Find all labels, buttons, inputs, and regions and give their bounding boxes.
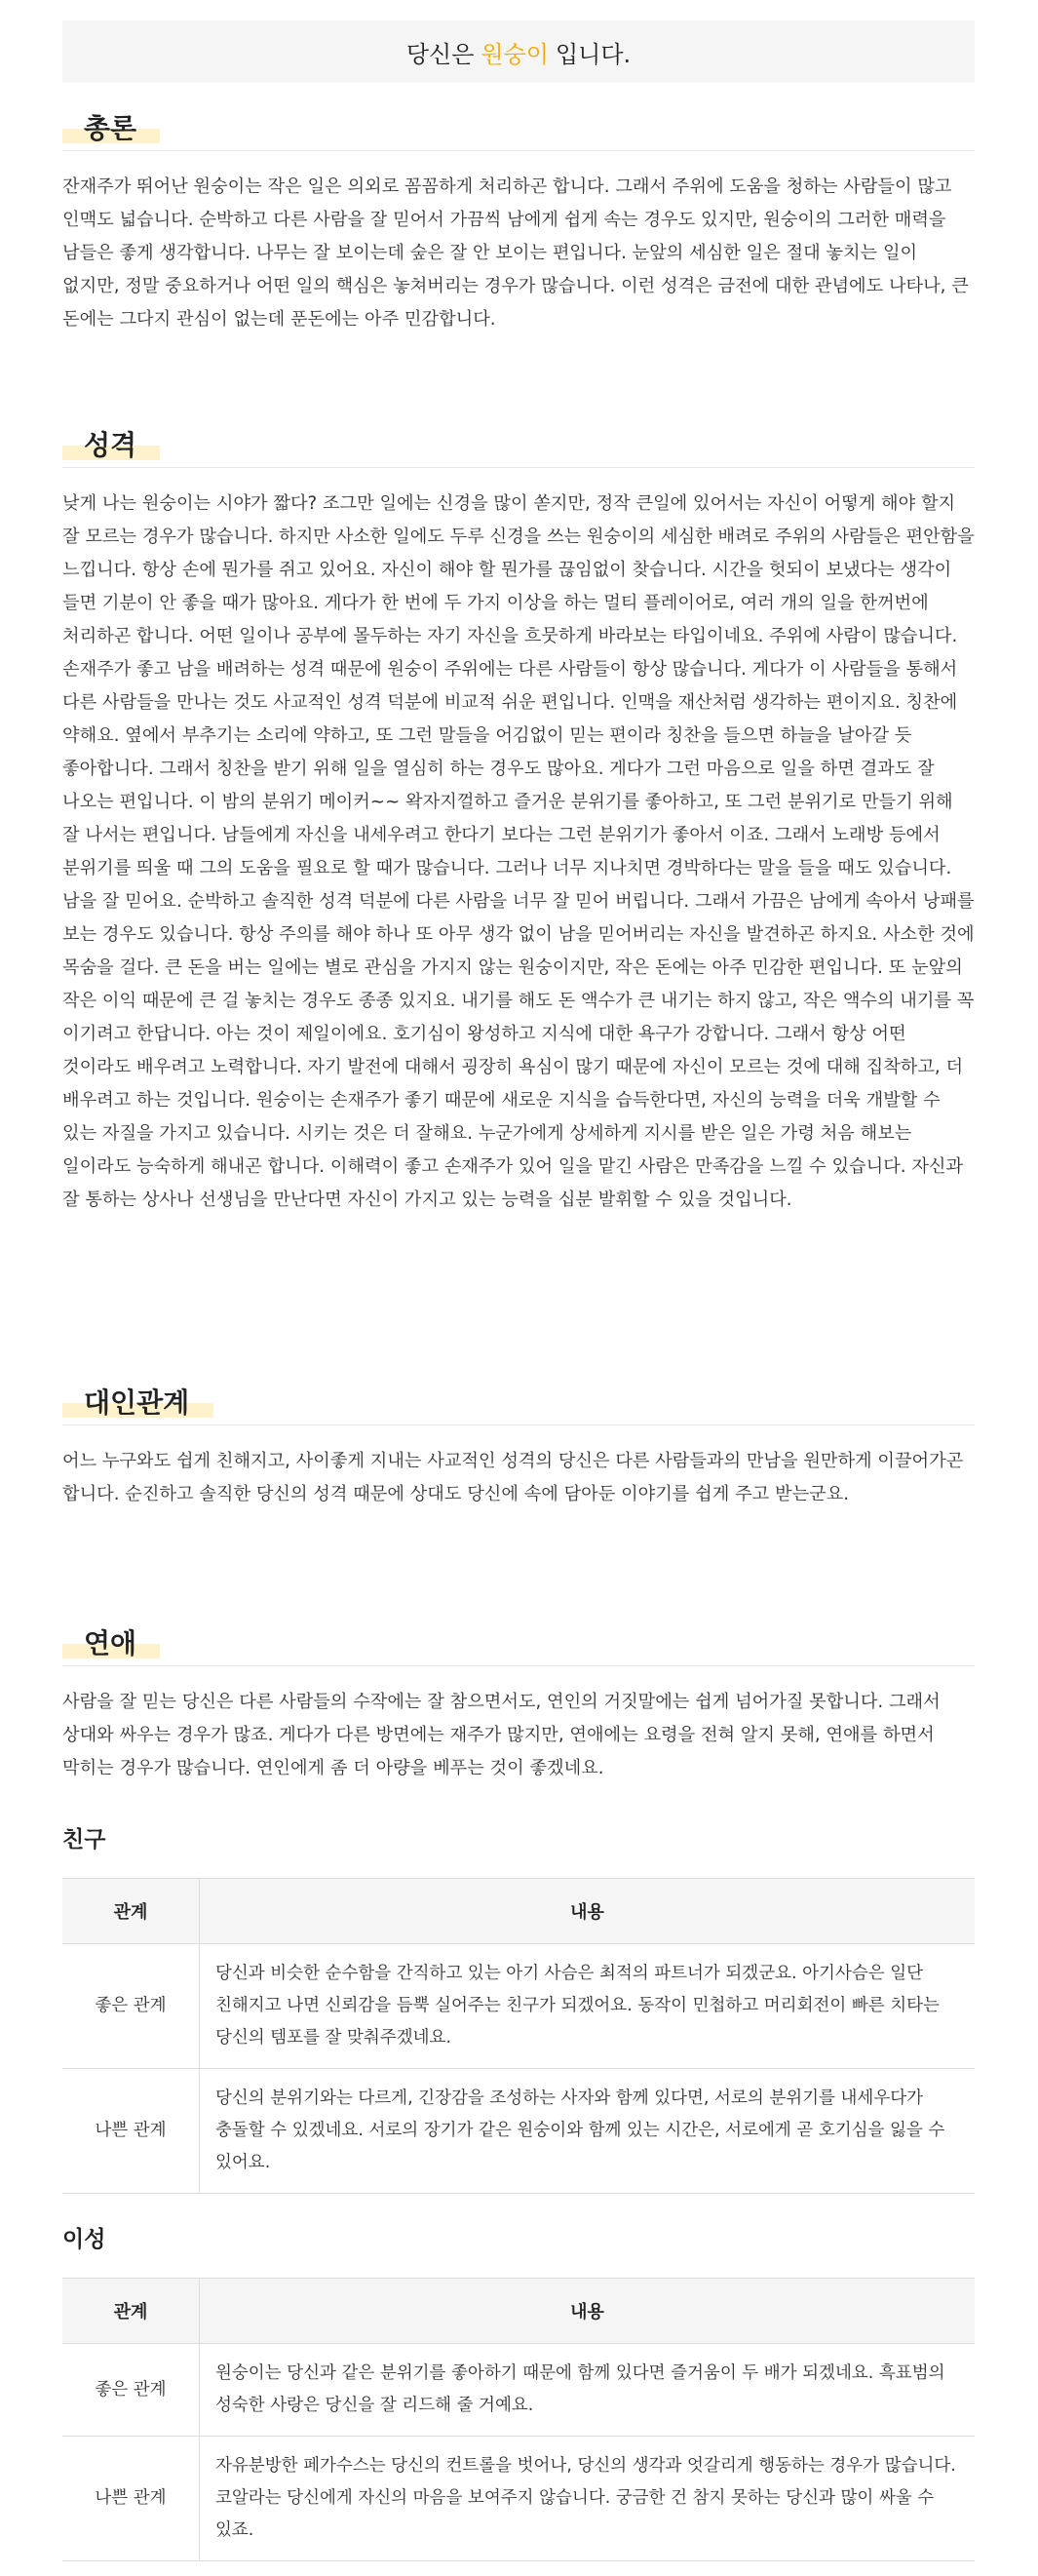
section-title-text: 성격: [84, 429, 137, 461]
section-body: 사람을 잘 믿는 당신은 다른 사람들의 수작에는 잘 참으면서도, 연인의 거짓말에는 쉽게 넘어가질 못합니다. 그래서 상대와 싸우는 경우가 많죠. 게다가 다른 방면에는 재주가 많지만, 연애에는 요령을 전혀 알지 못해, 연애를 하면서 막히는 경우가 많습니다. 연인에게 좀 더 아량을 베푸는 것이 좋겠네요.: [62, 1692, 941, 1778]
banner-suffix: 입니다.: [555, 40, 632, 68]
section-title-text: 대인관계: [84, 1386, 190, 1419]
section-relations: [62, 1380, 975, 1511]
section-love: [62, 1620, 975, 1785]
section-body: 잔재주가 뛰어난 원숭이는 작은 일은 의외로 꼼꼼하게 처리하곤 합니다. 그래서 주위에 도움을 청하는 사람들이 많고 인맥도 넓습니다. 순박하고 다른 사람을 잘 믿어서 가끔씩 남에게 쉽게 속는 경우도 있지만, 원숭이의 그러한 매력을 남들은 좋게 생각합니다. 나무는 잘 보이는데 숲은 잘 안 보이는 편입니다. 눈앞의 세심한 일은 절대 놓치는 일이 없지만, 정말 중요하거나 어떤 일의 핵심은 놓쳐버리는 경우가 많습니다. 이런 성격은 금전에 대한 관념에도 나타나, 큰 돈에는 그다지 관심이 없는데 푼돈에는 아주 민감합니다.: [62, 176, 969, 330]
content-cell: 원숭이는 당신과 같은 분위기를 좋아하기 때문에 함께 있다면 즐거움이 두 배가 되겠네요. 흑표범의 성숙한 사랑은 당신을 잘 리드해 줄 거예요.: [200, 2344, 976, 2437]
table-row: [62, 2344, 975, 2437]
column-header-relation: 관계: [62, 1879, 200, 1944]
section-title: [62, 105, 160, 150]
result-banner: [62, 20, 975, 83]
section-header: [62, 422, 975, 468]
table-row: [62, 2069, 975, 2194]
section-overview: [62, 105, 975, 336]
table-row: [62, 1944, 975, 2069]
section-header: [62, 1620, 975, 1666]
table-row: [62, 2437, 975, 2561]
column-header-relation: 관계: [62, 2279, 200, 2344]
table-header-row: [62, 2279, 975, 2344]
content-cell: 자유분방한 페가수스는 당신의 컨트롤을 벗어나, 당신의 생각과 엇갈리게 행동하는 경우가 많습니다. 코알라는 당신에게 자신의 마음을 보여주지 않습니다. 궁금한 건 참지 못하는 당신과 많이 싸울 수 있죠.: [200, 2437, 976, 2561]
content-cell: 당신의 분위기와는 다르게, 긴장감을 조성하는 사자와 함께 있다면, 서로의 분위기를 내세우다가 충돌할 수 있겠네요. 서로의 장기가 같은 원숭이와 함께 있는 시간은, 서로에게 곧 호기심을 잃을 수 있어요.: [200, 2069, 976, 2194]
relation-cell: 나쁜 관계: [62, 2437, 200, 2561]
column-header-content: 내용: [200, 2279, 976, 2344]
column-header-content: 내용: [200, 1879, 976, 1944]
banner-prefix: 당신은: [405, 40, 475, 68]
content-cell: 당신과 비슷한 순수함을 간직하고 있는 아기 사슴은 최적의 파트너가 되겠군요. 아기사슴은 일단 친해지고 나면 신뢰감을 듬뿍 실어주는 친구가 되겠어요. 동작이 민첩하고 머리회전이 빠른 치타는 당신의 템포를 잘 맞춰주겠네요.: [200, 1944, 976, 2069]
section-body: 어느 누구와도 쉽게 친해지고, 사이좋게 지내는 사교적인 성격의 당신은 다른 사람들과의 만남을 원만하게 이끌어가곤 합니다. 순진하고 솔직한 당신의 성격 때문에 상대도 당신에 속에 담아둔 이야기를 쉽게 주고 받는군요.: [62, 1451, 964, 1504]
relation-cell: 좋은 관계: [62, 1944, 200, 2069]
section-title: [62, 1620, 160, 1665]
relation-cell: 나쁜 관계: [62, 2069, 200, 2194]
section-title-text: 총론: [84, 112, 137, 144]
section-body: 낮게 나는 원숭이는 시야가 짧다? 조그만 일에는 신경을 많이 쏟지만, 정작 큰일에 있어서는 자신이 어떻게 해야 할지 잘 모르는 경우가 많습니다. 하지만 사소한 일에도 두루 신경을 쓰는 원숭이의 세심한 배려로 주위의 사람들은 편안함을 느낍니다. 항상 손에 뭔가를 쥐고 있어요. 자신이 해야 할 뭔가를 끊임없이 찾습니다. 시간을 헛되이 보냈다는 생각이 들면 기분이 안 좋을 때가 많아요. 게다가 한 번에 두 가지 이상을 하는 멀티 플레이어로, 여러 개의 일을 한꺼번에 처리하곤 합니다. 어떤 일이나 공부에 몰두하는 자기 자신을 흐뭇하게 바라보는 타입이네요. 주위에 사람이 많습니다. 손재주가 좋고 남을 배려하는 성격 때문에 원숭이 주위에는 다른 사람들이 항상 많습니다. 게다가 이 사람들을 통해서 다른 사람들을 만나는 것도 사교적인 성격 덕분에 비교적 쉬운 편입니다. 인맥을 재산처럼 생각하는 편이지요. 칭찬에 약해요. 옆에서 부추기는 소리에 약하고, 또 그런 말들을 어김없이 믿는 편이라 칭찬을 들으면 하늘을 날아갈 듯 좋아합니다. 그래서 칭찬을 받기 위해 일을 열심히 하는 경우도 많아요. 게다가 그런 마음으로 일을 하면 결과도 잘 나오는 편입니다. 이 밤의 분위기 메이커~~ 왁자지껄하고 즐거운 분위기를 좋아하고, 또 그런 분위기로 만들기 위해 잘 나서는 편입니다. 남들에게 자신을 내세우려고 한다기 보다는 그런 분위기가 좋아서 이죠. 그래서 노래방 등에서 분위기를 띄울 때 그의 도움을 필요로 할 때가 많습니다. 그러나 너무 지나치면 경박하다는 말을 들을 때도 있습니다. 남을 잘 믿어요. 순박하고 솔직한 성격 덕분에 다른 사람을 너무 잘 믿어 버립니다. 그래서 가끔은 남에게 속아서 낭패를 보는 경우도 있습니다. 항상 주의를 해야 하나 또 아무 생각 없이 남을 믿어버리는 자신을 발견하곤 하지요. 사소한 것에 목숨을 걸다. 큰 돈을 버는 일에는 별로 관심을 가지지 않는 원숭이지만, 작은 돈에는 아주 민감한 편입니다. 또 눈앞의 작은 이익 때문에 큰 걸 놓치는 경우도 종종 있지요. 내기를 해도 돈 액수가 큰 내기는 하지 않고, 작은 액수의 내기를 꼭 이기려고 한답니다. 아는 것이 제일이에요. 호기심이 왕성하고 지식에 대한 욕구가 강합니다. 그래서 항상 어떤 것이라도 배우려고 노력합니다. 자기 발전에 대해서 굉장히 욕심이 많기 때문에 자신이 모르는 것에 대해 집착하고, 더 배우려고 하는 것입니다. 원숭이는 손재주가 좋기 때문에 새로운 지식을 습득한다면, 자신의 능력을 더욱 개발할 수 있는 자질을 가지고 있습니다. 시키는 것은 더 잘해요. 누군가에게 상세하게 지시를 받은 일은 가령 처음 해보는 일이라도 능숙하게 해내곤 합니다. 이해력이 좋고 손재주가 있어 일을 맡긴 사람은 만족감을 느낄 수 있습니다. 자신과 잘 통하는 상사나 선생님을 만난다면 자신이 가지고 있는 능력을 십분 발휘할 수 있을 것입니다.: [62, 493, 975, 1210]
section-title: [62, 422, 160, 467]
relation-cell: 좋은 관계: [62, 2344, 200, 2437]
table-header-row: [62, 1879, 975, 1944]
animal-name: 원숭이: [481, 40, 549, 68]
opposite-heading: 이성: [62, 2227, 106, 2252]
opposite-table: [62, 2278, 975, 2561]
friends-table: [62, 1878, 975, 2194]
section-header: [62, 1380, 975, 1425]
section-title: [62, 1380, 213, 1425]
section-header: [62, 105, 975, 151]
section-personality: [62, 422, 975, 1217]
section-title-text: 연애: [84, 1627, 137, 1659]
friends-heading: 친구: [62, 1827, 106, 1853]
